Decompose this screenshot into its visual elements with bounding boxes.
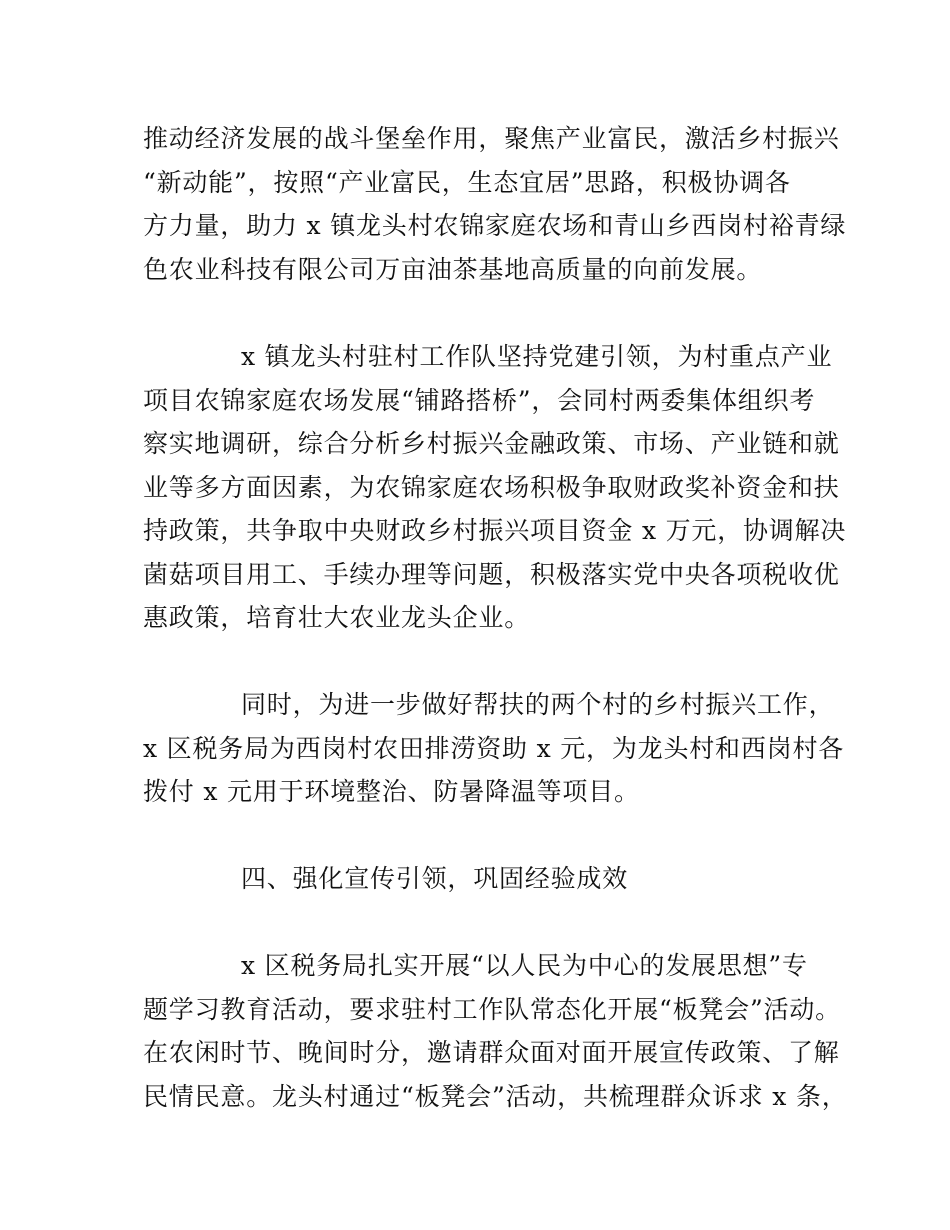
text-line: 在农闲时节、晚间时分，邀请群众面对面开展宣传政策、了解 [143, 1038, 840, 1067]
text-line: 同时，为进一步做好帮扶的两个村的乡村振兴工作， [241, 690, 835, 719]
text-line: 业等多方面因素，为农锦家庭农场积极争取财政奖补资金和扶 [143, 473, 840, 502]
text-line: “新动能”，按照“产业富民，生态宜居”思路，积极协调各 [143, 168, 791, 197]
text-line: x 区税务局为西岗村农田排涝资助 x 元，为龙头村和西岗村各 [143, 734, 845, 763]
text-line: 惠政策，培育壮大农业龙头企业。 [143, 603, 531, 632]
text-line: x 镇龙头村驻村工作队坚持党建引领，为村重点产业 [241, 342, 833, 371]
text-line: 拨付 x 元用于环境整治、防暑降温等项目。 [143, 777, 640, 806]
heading-text: 四、强化宣传引领，巩固经验成效 [241, 864, 629, 893]
text-line: 民情民意。龙头村通过“板凳会”活动，共梳理群众诉求 x 条， [143, 1082, 848, 1111]
text-line: 持政策，共争取中央财政乡村振兴项目资金 x 万元，协调解决 [143, 516, 847, 545]
text-line: x 区税务局扎实开展“以人民为中心的发展思想”专 [241, 951, 808, 980]
text-line: 方力量，助力 x 镇龙头村农锦家庭农场和青山乡西岗村裕青绿 [143, 211, 847, 240]
text-line: 色农业科技有限公司万亩油茶基地高质量的向前发展。 [143, 255, 763, 284]
text-line: 题学习教育活动，要求驻村工作队常态化开展“板凳会”活动。 [143, 995, 841, 1024]
text-line: 察实地调研，综合分析乡村振兴金融政策、市场、产业链和就 [143, 429, 840, 458]
text-line: 推动经济发展的战斗堡垒作用，聚焦产业富民，激活乡村振兴 [143, 124, 840, 153]
text-line: 项目农锦家庭农场发展“铺路搭桥”，会同村两委集体组织考 [143, 386, 816, 415]
text-line: 菌菇项目用工、手续办理等问题，积极落实党中央各项税收优 [143, 560, 840, 589]
